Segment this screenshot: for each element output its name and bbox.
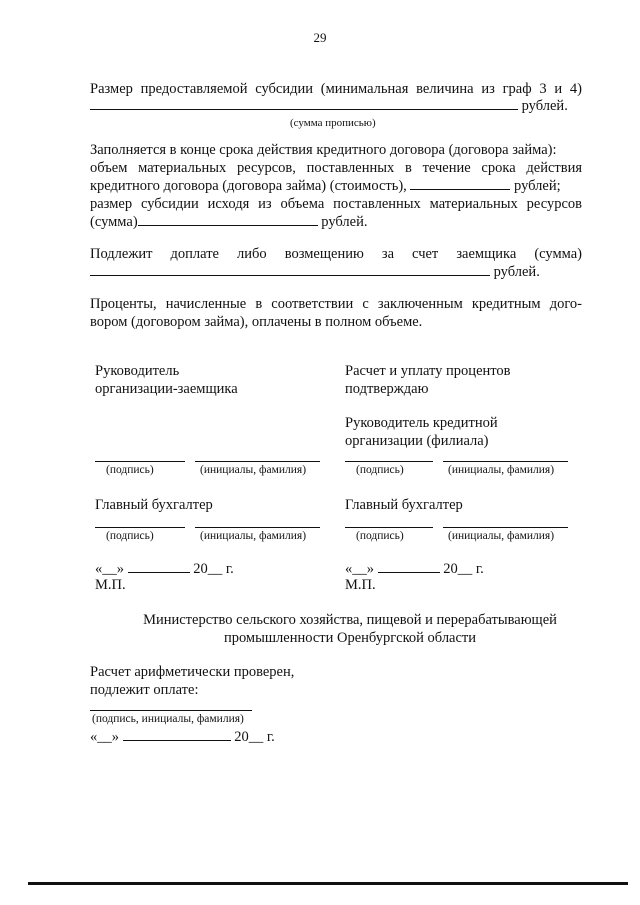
ministry-line1: Министерство сельского хозяйства, пищевой и перерабатывающей	[143, 612, 557, 628]
verify-sign-line	[90, 710, 252, 711]
right-head1: Расчет и уплату процентов	[345, 363, 511, 379]
verify-date-day: «__»	[90, 729, 119, 745]
subsidy-text: Размер предоставляемой субсидии (минимальная величина из граф 3 и 4)	[90, 81, 582, 97]
subsidy-rub: рублей.	[521, 98, 568, 114]
verify-caption: (подпись, инициалы, фамилия)	[92, 713, 244, 725]
end-term-line5-text: (сумма)	[90, 214, 138, 230]
left-acc-initials-caption: (инициалы, фамилия)	[200, 530, 307, 542]
end-term-line3	[90, 177, 582, 196]
left-acc-initials-line	[195, 527, 320, 528]
end-term-line4: размер субсидии исходя из объема поставленных материальных ресурсов	[90, 196, 582, 212]
right-mp: М.П.	[345, 577, 376, 593]
verify-line1: Расчет арифметически проверен,	[90, 664, 295, 680]
left-date-year: 20__ г.	[193, 561, 234, 577]
left-initials-line	[195, 461, 320, 462]
right-head4: организации (филиала)	[345, 433, 489, 449]
right-acc-initials-caption: (инициалы, фамилия)	[448, 530, 555, 542]
end-term-line2: объем материальных ресурсов, поставленных в течение срока действия	[90, 160, 582, 176]
subsidy-caption: (сумма прописью)	[290, 117, 376, 129]
right-acc-sign-line	[345, 527, 433, 528]
right-sign-line	[345, 461, 433, 462]
end-term-line5	[90, 213, 582, 232]
right-date-day: «__»	[345, 561, 374, 577]
left-sign-line	[95, 461, 185, 462]
left-sign-caption: (подпись)	[106, 464, 154, 476]
right-accountant: Главный бухгалтер	[345, 497, 463, 513]
left-date-month-line	[128, 560, 190, 573]
verify-line2: подлежит оплате:	[90, 682, 199, 698]
bottom-rule	[28, 882, 628, 885]
interest-line2: вором (договором займа), оплачены в полном объеме.	[90, 314, 423, 330]
left-head1: Руководитель	[95, 363, 180, 379]
left-date-day: «__»	[95, 561, 124, 577]
subsidy-sum-line	[138, 213, 318, 226]
cost-line	[410, 177, 510, 190]
verify-date	[90, 728, 275, 747]
left-head2: организации-заемщика	[95, 381, 238, 397]
left-acc-sign-line	[95, 527, 185, 528]
right-initials-caption: (инициалы, фамилия)	[448, 464, 555, 476]
payable-rub: рублей.	[493, 264, 540, 280]
end-term-line3-rub: рублей;	[514, 178, 561, 194]
right-sign-caption: (подпись)	[356, 464, 404, 476]
interest-line1: Проценты, начисленные в соответствии с заключенным кредитным дого-	[90, 296, 582, 312]
ministry-line2: промышленности Оренбургской области	[223, 630, 477, 646]
end-term-line5-rub: рублей.	[321, 214, 368, 230]
end-term-line3-text: кредитного договора (договора займа) (стоимость),	[90, 178, 407, 194]
right-head3: Руководитель кредитной	[345, 415, 498, 431]
right-date-year: 20__ г.	[443, 561, 484, 577]
right-initials-line	[443, 461, 568, 462]
left-acc-sign-caption: (подпись)	[106, 530, 154, 542]
payable-amount-line	[90, 263, 490, 276]
verify-date-year: 20__ г.	[234, 729, 275, 745]
left-initials-caption: (инициалы, фамилия)	[200, 464, 307, 476]
subsidy-amount-line	[90, 97, 518, 110]
page-number: 29	[313, 30, 327, 45]
left-accountant: Главный бухгалтер	[95, 497, 213, 513]
end-term-line1: Заполняется в конце срока действия кредитного договора (договора займа):	[90, 142, 557, 158]
right-acc-sign-caption: (подпись)	[356, 530, 404, 542]
payable-amount-row	[90, 263, 582, 282]
verify-date-month-line	[123, 728, 231, 741]
right-head2: подтверждаю	[345, 381, 429, 397]
left-mp: М.П.	[95, 577, 126, 593]
right-acc-initials-line	[443, 527, 568, 528]
payable-line1: Подлежит доплате либо возмещению за счет заемщика (сумма)	[90, 246, 582, 262]
right-date-month-line	[378, 560, 440, 573]
